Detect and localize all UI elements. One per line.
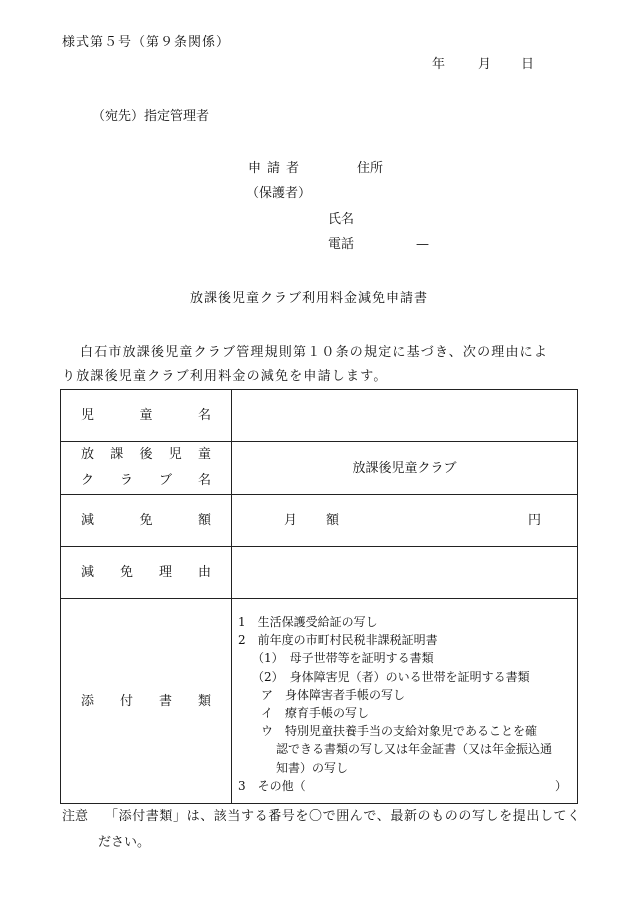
club-label-char: ラ bbox=[119, 473, 133, 488]
reduction-amount-row bbox=[61, 495, 578, 547]
club-label-char: ク bbox=[81, 473, 95, 488]
date-month-label: 月 bbox=[478, 57, 492, 72]
form-number: 様式第５号（第９条関係） bbox=[62, 35, 231, 50]
amount-label: 額 bbox=[326, 513, 340, 528]
yen-unit: 円 bbox=[527, 513, 541, 528]
body-text-line-1: 白石市放課後児童クラブ管理規則第１０条の規定に基づき、次の理由によ bbox=[80, 345, 549, 360]
attachment-item[interactable]: （2） 身体障害児（者）のいる世帯を証明する書類 bbox=[252, 669, 530, 684]
club-name-label bbox=[61, 442, 232, 495]
reason-label-char: 免 bbox=[119, 565, 133, 580]
phone-dash: — bbox=[416, 237, 429, 252]
club-label-char: 後 bbox=[139, 447, 153, 462]
applicant-label: 申請者 bbox=[248, 161, 306, 176]
attachment-other[interactable] bbox=[238, 777, 567, 795]
child-name-char: 童 bbox=[139, 408, 153, 423]
attach-label-char: 添 bbox=[81, 693, 95, 709]
other-label: 3 その他（ bbox=[238, 778, 306, 793]
reduction-reason-field[interactable] bbox=[232, 547, 578, 599]
club-name-row bbox=[61, 442, 578, 495]
reason-label-char: 由 bbox=[197, 565, 211, 580]
reduction-reason-label bbox=[61, 547, 232, 599]
attach-label-char: 類 bbox=[197, 693, 211, 709]
amount-label-char: 免 bbox=[139, 513, 153, 528]
club-label-char: 課 bbox=[110, 447, 124, 462]
club-label-char: 児 bbox=[168, 447, 182, 462]
reduction-amount-label bbox=[61, 495, 232, 547]
attachment-item[interactable]: 2 前年度の市町村民税非課税証明書 bbox=[238, 633, 438, 648]
application-table bbox=[60, 389, 578, 804]
attachment-item-continued: 知書）の写し bbox=[276, 760, 349, 775]
child-name-label bbox=[61, 390, 232, 442]
note-text-line-1: 「添付書類」は、該当する番号を〇で囲んで、最新のものの写しを提出してく bbox=[105, 809, 581, 824]
reason-label-char: 理 bbox=[158, 565, 172, 580]
date-year-label: 年 bbox=[432, 57, 446, 72]
other-close: ） bbox=[554, 778, 567, 793]
phone-label: 電話 bbox=[328, 237, 355, 252]
attach-label-char: 付 bbox=[119, 693, 133, 709]
child-name-row bbox=[61, 390, 578, 442]
amount-label-char: 減 bbox=[81, 513, 95, 528]
reduction-amount-field[interactable] bbox=[232, 495, 578, 547]
address-label: 住所 bbox=[357, 161, 384, 176]
attachment-item[interactable]: ウ 特別児童扶養手当の支給対象児であることを確 bbox=[261, 724, 538, 739]
date-day-label: 日 bbox=[521, 57, 535, 72]
reason-label-char: 減 bbox=[81, 565, 95, 580]
reduction-reason-row bbox=[61, 547, 578, 599]
attachments-row bbox=[61, 599, 578, 804]
month-label: 月 bbox=[284, 513, 298, 528]
note-text-line-2: ださい。 bbox=[98, 835, 151, 850]
attach-label-char: 書 bbox=[158, 693, 172, 709]
child-name-field[interactable] bbox=[232, 390, 578, 442]
club-name-field[interactable]: 放課後児童クラブ bbox=[232, 442, 578, 495]
club-label-char: 童 bbox=[197, 447, 211, 462]
name-label: 氏名 bbox=[328, 212, 355, 227]
attachment-item[interactable]: イ 療育手帳の写し bbox=[261, 706, 370, 721]
body-text-line-2: り放課後児童クラブ利用料金の減免を申請します。 bbox=[62, 369, 388, 384]
child-name-char: 名 bbox=[197, 408, 211, 423]
club-label-char: ブ bbox=[158, 473, 172, 488]
addressee: （宛先）指定管理者 bbox=[92, 109, 210, 124]
attachments-label bbox=[61, 599, 232, 804]
attachments-list bbox=[232, 599, 578, 804]
attachment-item[interactable]: ア 身体障害者手帳の写し bbox=[261, 687, 406, 702]
attachment-item[interactable]: 1 生活保護受給証の写し bbox=[238, 615, 378, 629]
child-name-char: 児 bbox=[81, 408, 95, 423]
document-title: 放課後児童クラブ利用料金減免申請書 bbox=[190, 291, 429, 306]
note-label: 注意 bbox=[62, 809, 89, 824]
guardian-label: （保護者） bbox=[246, 186, 312, 201]
amount-label-char: 額 bbox=[197, 513, 211, 528]
attachment-item-continued: 認できる書類の写し又は年金証書（又は年金振込通 bbox=[276, 742, 553, 757]
attachment-item[interactable]: （1） 母子世帯等を証明する書類 bbox=[252, 651, 434, 666]
club-label-char: 名 bbox=[197, 473, 211, 488]
club-label-char: 放 bbox=[81, 447, 95, 462]
